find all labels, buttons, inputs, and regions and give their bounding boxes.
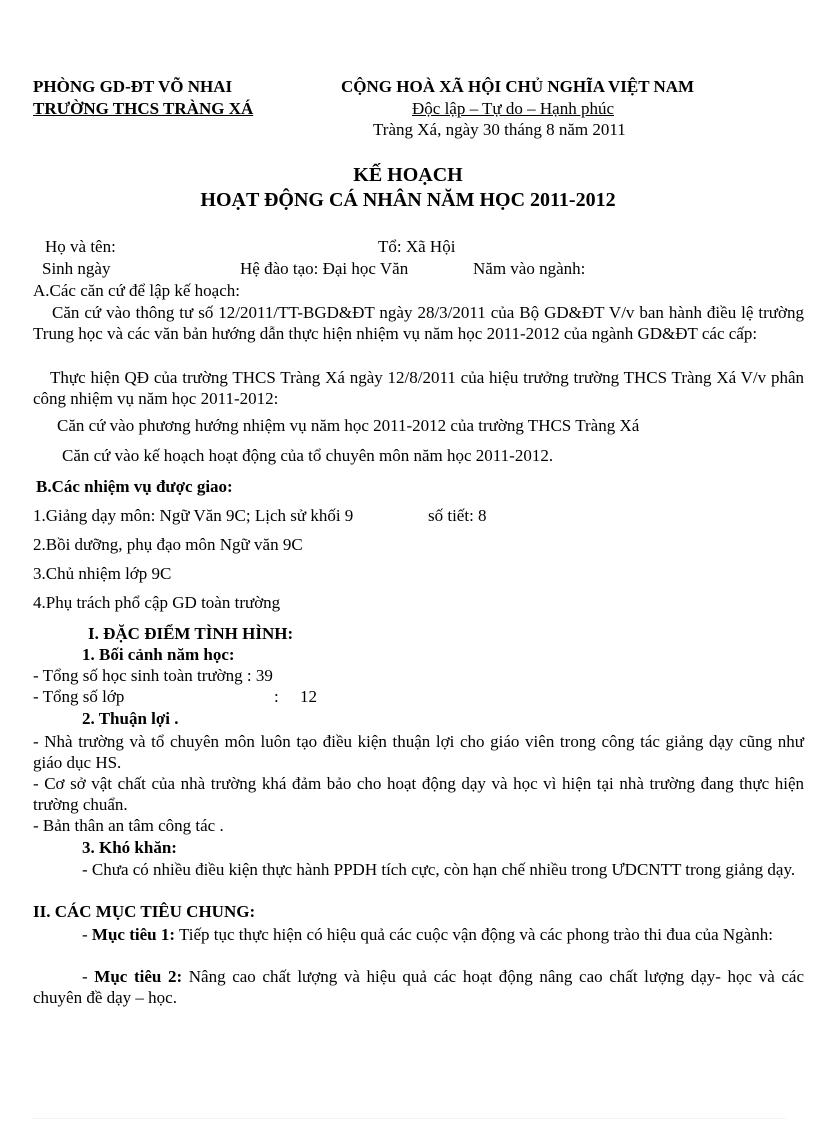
task-1: 1.Giảng dạy môn: Ngữ Văn 9C; Lịch sử khối 9 [33, 506, 354, 525]
birth-label: Sinh ngày [42, 259, 111, 278]
section-a-para3: Căn cứ vào phương hướng nhiệm vụ năm học 2011-2012 của trường THCS Tràng Xá [57, 416, 640, 435]
advantage-3: - Bản thân an tâm công tác . [33, 816, 224, 835]
section-b-heading: B.Các nhiệm vụ được giao: [36, 477, 233, 496]
group-label: Tổ: Xã Hội [378, 237, 456, 256]
advantages-heading: 2. Thuận lợi . [82, 709, 179, 728]
training-label: Hệ đào tạo: Đại học Văn [240, 259, 409, 278]
school-name: TRƯỜNG THCS TRÀNG XÁ [33, 99, 254, 118]
national-title: CỘNG HOÀ XÃ HỘI CHỦ NGHĨA VIỆT NAM [341, 77, 695, 96]
date-line: Tràng Xá, ngày 30 tháng 8 năm 2011 [373, 120, 626, 139]
section-i-heading: I. ĐẶC ĐIỂM TÌNH HÌNH: [88, 624, 294, 643]
goal-1-label: Mục tiêu 1: [91, 925, 176, 944]
goal-1: - Mục tiêu 1: Tiếp tục thực hiện có hiệu quả các cuộc vận động và các phong trào thi đua của Ngành: [82, 925, 773, 944]
section-a-para4: Căn cứ vào kế hoạch hoạt động của tổ chuyên môn năm học 2011-2012. [62, 446, 554, 465]
goal-2: - Mục tiêu 2: Nâng cao chất lượng và hiệu quả các hoạt động nâng cao chất lượng dạy- học và các chuyên đề dạy – học. [33, 967, 805, 1007]
section-a-heading: A.Các căn cứ để lập kế hoạch: [33, 281, 240, 300]
task-1-periods: số tiết: 8 [428, 506, 487, 525]
student-count: - Tổng số học sinh toàn trường : 39 [33, 666, 273, 685]
doc-subtitle: HOẠT ĐỘNG CÁ NHÂN NĂM HỌC 2011-2012 [200, 189, 616, 211]
goal-2-label: Mục tiêu 2: [94, 967, 183, 986]
department-name: PHÒNG GD-ĐT VÕ NHAI [33, 77, 233, 96]
section-a-para2: Thực hiện QĐ của trường THCS Tràng Xá ngày 12/8/2011 của hiệu trưởng trường THCS Tràng Xá V/v phân công nhiệm vụ năm học 2011-2012: [33, 368, 804, 408]
task-2: 2.Bồi dưỡng, phụ đạo môn Ngữ văn 9C [33, 535, 303, 554]
advantage-1: - Nhà trường và tổ chuyên môn luôn tạo điều kiện thuận lợi cho giáo viên trong công tác giảng dạy cũng như giáo dục HS. [33, 732, 804, 772]
goal-2-text: Nâng cao chất lượng và hiệu quả các hoạt động nâng cao chất lượng dạy- học và các chuyên đề dạy – học. [33, 967, 805, 1007]
difficulties-heading: 3. Khó khăn: [82, 838, 177, 857]
doc-title: KẾ HOẠCH [353, 164, 463, 186]
national-motto: Độc lập – Tự do – Hạnh phúc [412, 99, 614, 118]
section-a-para1: Căn cứ vào thông tư số 12/2011/TT-BGD&ĐT ngày 28/3/2011 của Bộ GD&ĐT V/v ban hành điều lệ trường Trung học và các văn bản hướng dẫn thực hiện nhiệm vụ năm học 2011-2012 của ngành GD&ĐT các cấp: [33, 303, 804, 343]
section-ii-heading: II. CÁC MỤC TIÊU CHUNG: [33, 902, 256, 921]
name-label: Họ và tên: [45, 237, 116, 256]
task-3: 3.Chủ nhiệm lớp 9C [33, 564, 172, 583]
year-label: Năm vào ngành: [473, 259, 586, 278]
class-count-value: : 12 [274, 687, 317, 706]
task-4: 4.Phụ trách phổ cập GD toàn trường [33, 593, 281, 612]
goal-1-text: Tiếp tục thực hiện có hiệu quả các cuộc vận động và các phong trào thi đua của Ngành: [178, 925, 773, 944]
page-bottom-rule [33, 1118, 786, 1119]
class-count-label: - Tổng số lớp [33, 687, 125, 706]
advantage-2: - Cơ sở vật chất của nhà trường khá đảm bảo cho hoạt động dạy và học vì hiện tại nhà trường đang thực hiện trường chuẩn. [33, 774, 804, 814]
difficulty-1: - Chưa có nhiều điều kiện thực hành PPDH tích cực, còn hạn chế nhiều trong ƯDCNTT trong giảng dạy. [82, 860, 796, 879]
context-heading: 1. Bối cảnh năm học: [82, 645, 235, 664]
